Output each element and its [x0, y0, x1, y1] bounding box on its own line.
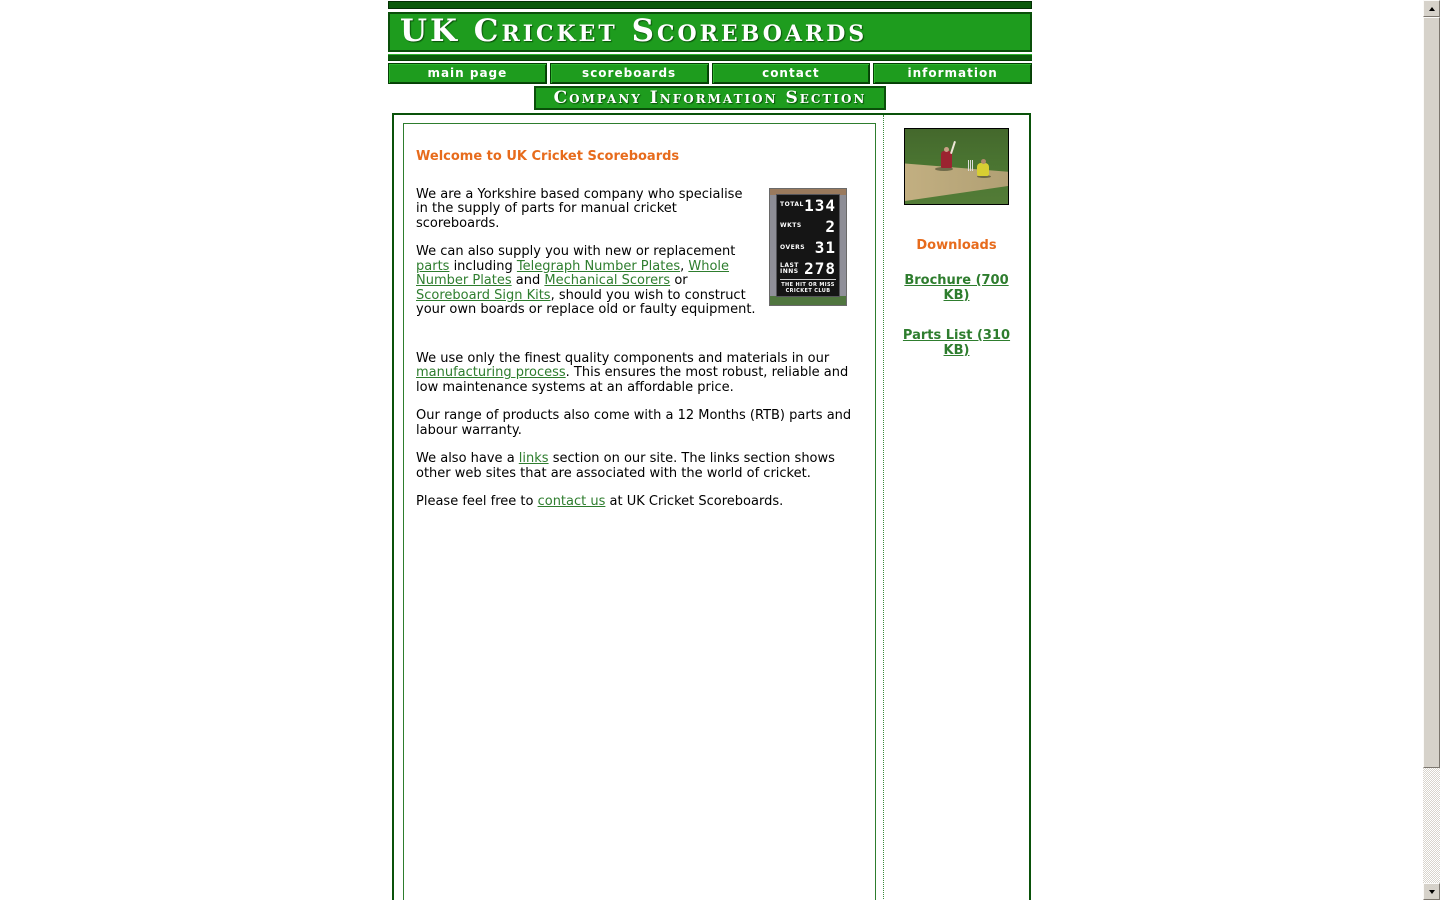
text-segment: , should you wish to construct your own boards or replace old or faulty equipment.: [416, 287, 756, 317]
text-segment: We are a Yorkshire based company who specialise in the supply of parts for manual cricket scoreboards.: [416, 186, 743, 231]
scoreboard-board: [776, 194, 840, 297]
paragraph: [416, 352, 863, 396]
section-title-banner: Company Information Section: [534, 86, 886, 110]
wicketkeeper-figure: [977, 163, 989, 176]
top-decorative-bar: [388, 1, 1032, 9]
nav-button[interactable]: main page: [388, 63, 547, 84]
text-segment: We also have a: [416, 451, 519, 466]
scoreboard-row: [780, 216, 836, 236]
text-segment: We can also supply you with new or replacement: [416, 244, 736, 259]
page-content-column: [388, 0, 1032, 900]
nav-button[interactable]: contact: [712, 63, 871, 84]
paragraph: [416, 452, 863, 481]
scoreboard-caption: THE HIT OR MISS CRICKET CLUB: [780, 279, 836, 294]
scoreboard-photo: [769, 188, 847, 306]
scoreboard-label: WKTS: [780, 222, 802, 230]
text-segment: and: [511, 273, 545, 288]
sidebar: [883, 115, 1029, 900]
inline-link[interactable]: parts: [416, 258, 450, 274]
scoreboard-label: TOTAL: [780, 201, 804, 208]
inline-link[interactable]: Mechanical Scorers: [544, 273, 671, 288]
download-links: [884, 274, 1029, 358]
inline-link[interactable]: Telegraph Number Plates: [516, 258, 681, 274]
nav-decorative-strip: [388, 54, 1032, 61]
text-segment: . This ensures the most robust, reliable and low maintenance systems at an affordable price.: [416, 365, 849, 395]
text-segment: Please feel free to: [416, 494, 538, 509]
download-link[interactable]: Parts List (310 KB): [902, 328, 1011, 358]
scoreboard-row: [780, 238, 836, 258]
downloads-heading: Downloads: [916, 238, 997, 253]
inline-link[interactable]: Whole Number Plates: [416, 258, 730, 288]
scrollbar-down-button[interactable]: [1423, 883, 1440, 900]
main-content-box: [392, 113, 1031, 900]
scoreboard-label: LAST INNS: [780, 261, 799, 275]
text-segment: ,: [680, 258, 689, 274]
down-arrow-icon: [1429, 890, 1435, 894]
paragraph: [416, 409, 863, 438]
scoreboard-value: 134: [804, 195, 836, 215]
inline-link[interactable]: Scoreboard Sign Kits: [416, 287, 551, 303]
scrollbar-up-button[interactable]: [1423, 0, 1440, 17]
scoreboard-row: [780, 195, 836, 215]
text-segment: Our range of products also come with a 12 Months (RTB) parts and labour warranty.: [416, 408, 852, 438]
up-arrow-icon: [1429, 7, 1435, 11]
welcome-heading: Welcome to UK Cricket Scoreboards: [416, 149, 680, 164]
cricket-bat-shape: [950, 141, 956, 154]
text-segment: We use only the finest quality components and materials in our: [416, 350, 830, 366]
scoreboard-row: [780, 259, 836, 279]
site-title-banner: UK Cricket Scoreboards: [388, 12, 1032, 52]
vertical-scrollbar[interactable]: [1423, 0, 1440, 900]
article-content: [404, 124, 875, 534]
inline-link[interactable]: contact us: [537, 494, 606, 509]
text-segment: section on our site. The links section shows other web sites that are associated with the world of cricket.: [416, 451, 835, 481]
nav-button[interactable]: scoreboards: [550, 63, 709, 84]
main-nav: [388, 63, 1032, 84]
scoreboard-value: 31: [814, 238, 836, 258]
download-link[interactable]: Brochure (700 KB): [904, 273, 1009, 303]
scrollbar-thumb[interactable]: [1423, 17, 1440, 768]
paragraph: [416, 495, 863, 510]
inline-link[interactable]: links: [518, 451, 549, 466]
article-box: [403, 123, 876, 900]
stumps-shape: [968, 160, 973, 171]
nav-button[interactable]: information: [873, 63, 1032, 84]
inline-link[interactable]: manufacturing process: [416, 365, 566, 380]
text-segment: at UK Cricket Scoreboards.: [605, 494, 784, 509]
scoreboard-value: 278: [804, 259, 836, 279]
scoreboard-label: OVERS: [780, 243, 806, 251]
section-banner-row: [388, 86, 1032, 110]
text-segment: including: [449, 258, 517, 274]
text-segment: or: [670, 273, 688, 288]
scoreboard-rows: [780, 195, 836, 279]
scoreboard-value: 2: [825, 216, 836, 236]
cricket-pitch-shape: [905, 129, 1008, 204]
cricket-action-photo: [904, 128, 1009, 205]
